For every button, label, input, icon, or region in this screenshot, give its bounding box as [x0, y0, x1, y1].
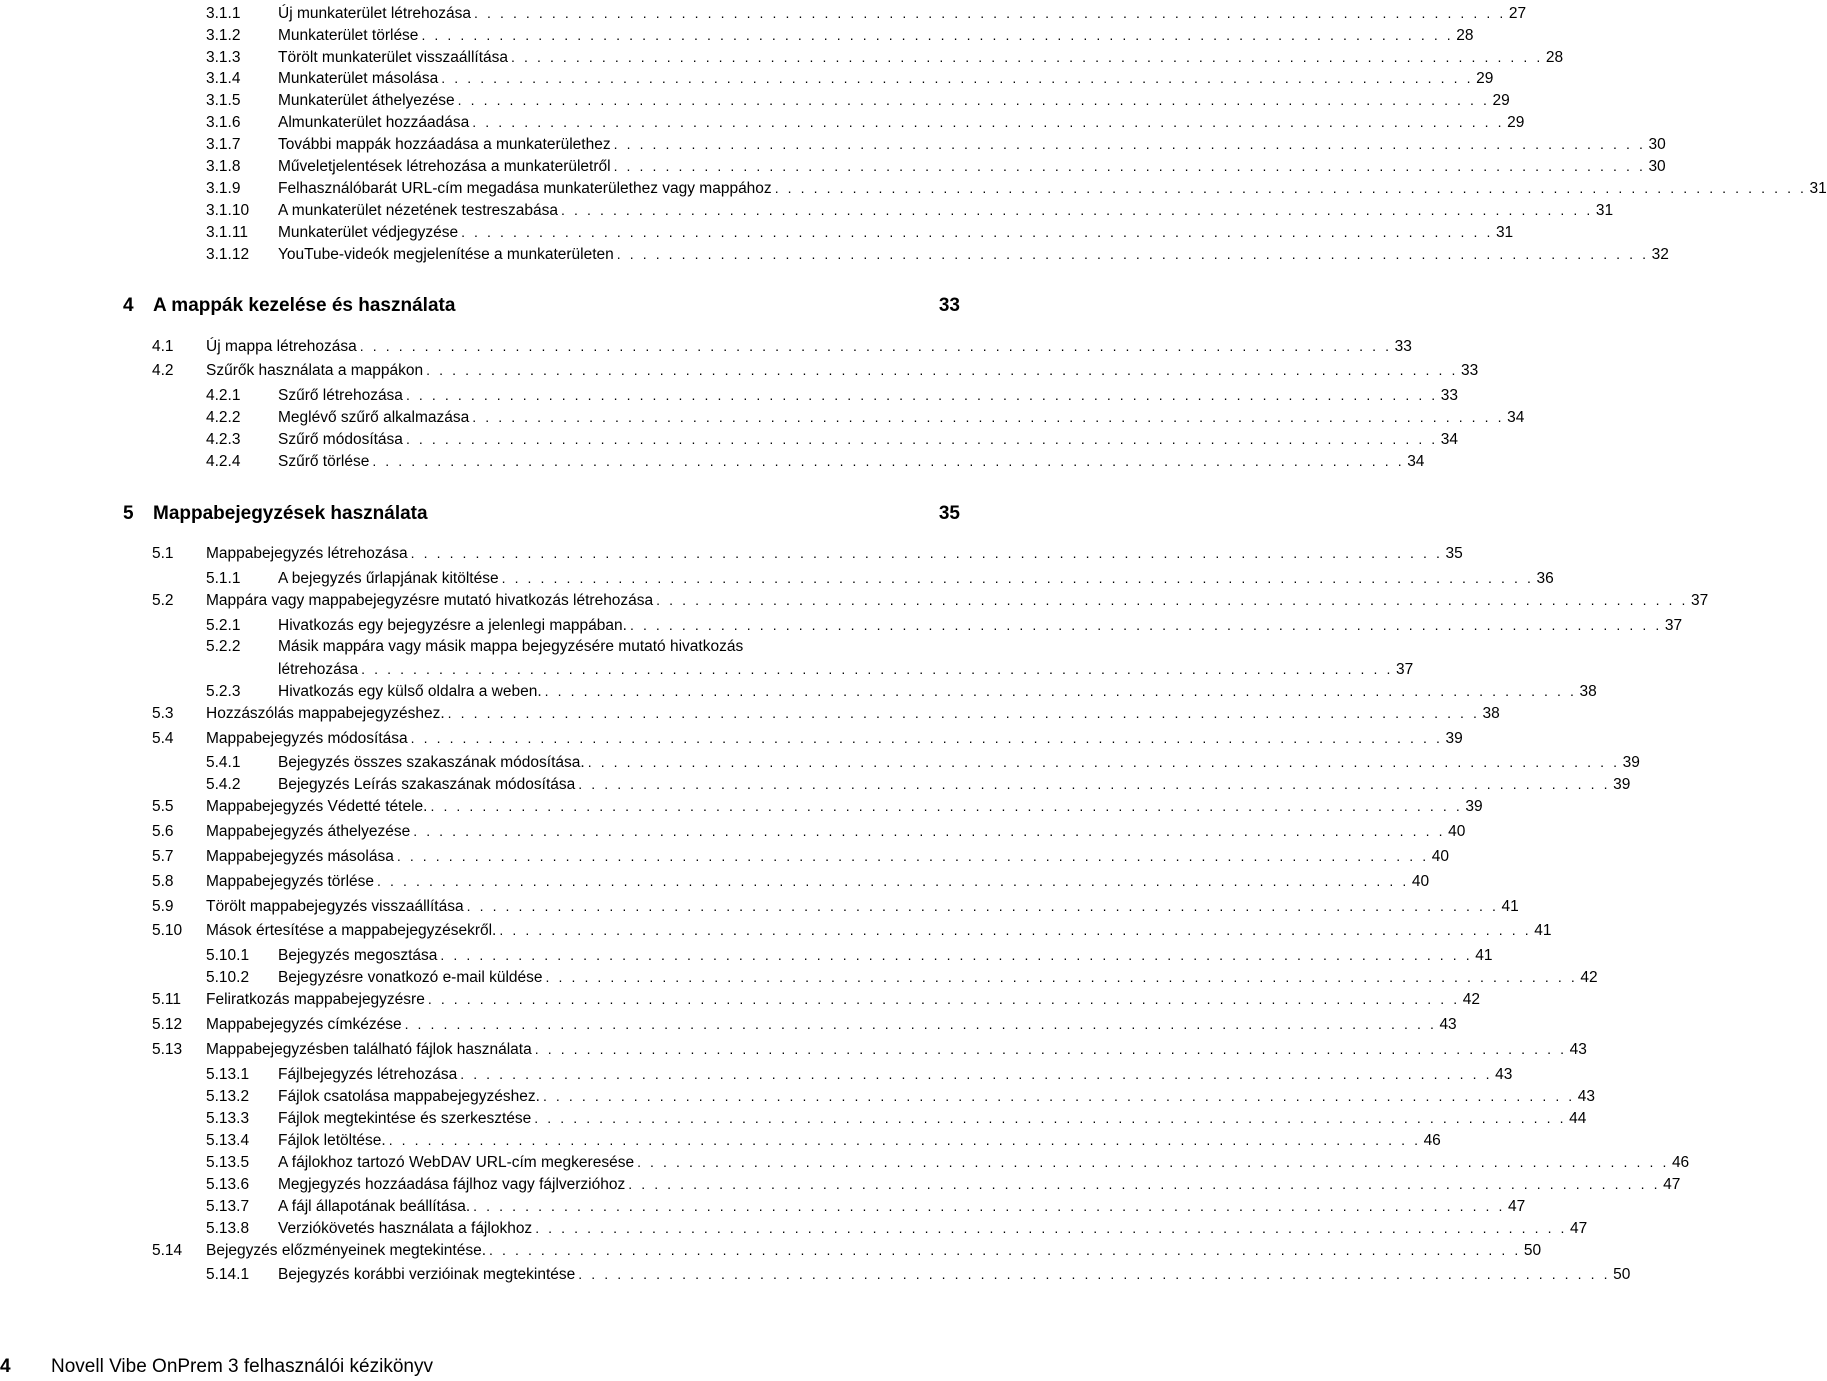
toc-chapter-number: 5	[123, 503, 134, 524]
toc-entry-title: A bejegyzés űrlapjának kitöltése	[278, 570, 499, 587]
toc-entry-number: 3.1.6	[206, 114, 241, 131]
toc-entry[interactable]	[152, 1013, 1457, 1035]
toc-entry-title: Szűrő létrehozása	[278, 387, 403, 404]
toc-entry-page: 31	[1595, 202, 1614, 219]
toc-entry[interactable]	[206, 46, 1564, 68]
toc-entry-title: Törölt munkaterület visszaállítása	[278, 49, 509, 66]
toc-entry[interactable]	[152, 727, 1463, 749]
toc-entry-title: Törölt mappabejegyzés visszaállítása	[206, 898, 464, 915]
toc-dot-leader: . . . . . . . . . . . . . . . . . . . . . . . . . . . . . . . . . . . . . . . . . . . . . . . . . . . . . . . . . . . . . . . . . . . . . . . . . . . . . . . .	[535, 1220, 1568, 1236]
toc-entry-number: 5.10.2	[206, 969, 250, 986]
toc-entry-number: 5.13.1	[206, 1066, 250, 1083]
toc-entry-title: Szűrők használata a mappákon	[206, 362, 424, 379]
toc-entry[interactable]	[152, 589, 1709, 611]
toc-entry-page: 33	[1440, 387, 1459, 404]
toc-entry-number: 5.4.2	[206, 776, 241, 793]
toc-entry-title: Megjegyzés hozzáadása fájlhoz vagy fájlverzióhoz	[278, 1176, 626, 1193]
toc-entry[interactable]	[206, 243, 1669, 265]
toc-dot-leader: . . . . . . . . . . . . . . . . . . . . . . . . . . . . . . . . . . . . . . . . . . . . . . . . . . . . . . . . . . . . . . . . . . . . . . . . . . . . . . . .	[361, 661, 1393, 677]
toc-chapter-title: Mappabejegyzések használata	[153, 503, 428, 524]
toc-entry-number: 5.4	[152, 730, 174, 747]
toc-entry-page: 50	[1613, 1266, 1631, 1283]
toc-entry-number: 4.1	[152, 338, 174, 355]
toc-dot-leader: . . . . . . . . . . . . . . . . . . . . . . . . . . . . . . . . . . . . . . . . . . . . . . . . . . . . . . . . . . . . . . . . . . . . . . . . . . . . . . . .	[545, 969, 1578, 985]
toc-entry-number: 5.9	[152, 898, 174, 915]
toc-entry-page: 37	[1691, 592, 1709, 609]
toc-dot-leader: . . . . . . . . . . . . . . . . . . . . . . . . . . . . . . . . . . . . . . . . . . . . . . . . . . . . . . . . . . . . . . . . . . . . . . . . . . . . . . . .	[404, 1016, 1437, 1032]
toc-entry-title: Mappabejegyzés törlése	[206, 873, 375, 890]
toc-dot-leader: . . . . . . . . . . . . . . . . . . . . . . . . . . . . . . . . . . . . . . . . . . . . . . . . . . . . . . . . . . . . . . . . . . . . . . . . . . . . . . . .	[359, 338, 1392, 354]
toc-entry-number: 5.13.4	[206, 1132, 250, 1149]
toc-dot-leader: . . . . . . . . . . . . . . . . . . . . . . . . . . . . . . . . . . . . . . . . . . . . . . . . . . . . . . . . . . . . . . . . . . . . . . . . . . . . . . . .	[474, 5, 1506, 21]
toc-entry-page: 30	[1648, 136, 1666, 153]
toc-chapter-number: 4	[123, 295, 134, 316]
toc-entry-page: 46	[1423, 1132, 1441, 1149]
toc-entry-page: 29	[1492, 92, 1510, 109]
toc-entry-number: 5.2.1	[206, 617, 241, 634]
toc-entry-page: 31	[1809, 180, 1827, 197]
toc-entry[interactable]	[206, 177, 1827, 199]
toc-entry-page: 39	[1465, 798, 1483, 815]
toc-entry-number: 3.1.12	[206, 246, 250, 263]
toc-entry[interactable]	[206, 155, 1666, 177]
toc-entry-number: 3.1.9	[206, 180, 241, 197]
toc-entry-title: Fájlok letöltése.	[278, 1132, 386, 1149]
toc-entry[interactable]	[206, 1151, 1690, 1173]
toc-dot-leader: . . . . . . . . . . . . . . . . . . . . . . . . . . . . . . . . . . . . . . . . . . . . . . . . . . . . . . . . . . . . . . . . . . . . . . . . . . . . . . . .	[774, 180, 1807, 196]
toc-dot-leader: . . . . . . . . . . . . . . . . . . . . . . . . . . . . . . . . . . . . . . . . . . . . . . . . . . . . . . . . . . . . . . . . . . . . . . . . . . . . . . . .	[377, 873, 1409, 889]
toc-entry-title: Új mappa létrehozása	[206, 338, 357, 355]
toc-entry-title: Felhasználóbarát URL-cím megadása munkaterülethez vagy mappához	[278, 180, 772, 197]
toc-dot-leader: . . . . . . . . . . . . . . . . . . . . . . . . . . . . . . . . . . . . . . . . . . . . . . . . . . . . . . . . . . . . . . . . . . . . . . . . . . . . . . . .	[457, 92, 1490, 108]
toc-entry[interactable]	[206, 1195, 1526, 1217]
toc-entry[interactable]	[206, 1085, 1596, 1107]
toc-entry-number: 5.6	[152, 823, 174, 840]
toc-entry[interactable]	[206, 636, 960, 658]
toc-entry-title: További mappák hozzáadása a munkaterülethez	[278, 136, 611, 153]
toc-entry[interactable]	[152, 919, 1552, 941]
toc-entry-title: Új munkaterület létrehozása	[278, 5, 471, 22]
toc-entry-number: 3.1.2	[206, 27, 241, 44]
toc-entry-number: 3.1.8	[206, 158, 241, 175]
toc-entry-page: 28	[1545, 49, 1564, 66]
toc-entry-number: 3.1.11	[206, 224, 248, 241]
toc-entry[interactable]	[206, 1063, 1513, 1085]
toc-dot-leader: . . . . . . . . . . . . . . . . . . . . . . . . . . . . . . . . . . . . . . . . . . . . . . . . . . . . . . . . . . . . . . . . . . . . . . . . . . . . . . . .	[447, 705, 1480, 721]
toc-entry-number: 5.8	[152, 873, 174, 890]
toc-entry-number: 5.13.8	[206, 1220, 250, 1237]
toc-entry[interactable]	[206, 2, 1527, 24]
toc-entry[interactable]	[152, 870, 1430, 892]
toc-dot-leader: . . . . . . . . . . . . . . . . . . . . . . . . . . . . . . . . . . . . . . . . . . . . . . . . . . . . . . . . . . . . . . . . . . . . . . . . . . . . . . . .	[396, 848, 1429, 864]
toc-entry-page: 31	[1495, 224, 1514, 241]
toc-dot-leader: . . . . . . . . . . . . . . . . . . . . . . . . . . . . . . . . . . . . . . . . . . . . . . . . . . . . . . . . . . . . . . . . . . . . . . . . . . . . . . . .	[441, 70, 1474, 86]
toc-entry-number: 5.4.1	[206, 754, 241, 771]
toc-dot-leader: . . . . . . . . . . . . . . . . . . . . . . . . . . . . . . . . . . . . . . . . . . . . . . . . . . . . . . . . . . . . . . . . . . . . . . . . . . . . . . . .	[587, 754, 1620, 770]
toc-entry-number: 5.14	[152, 1242, 183, 1259]
toc-dot-leader: . . . . . . . . . . . . . . . . . . . . . . . . . . . . . . . . . . . . . . . . . . . . . . . . . . . . . . . . . . . . . . . . . . . . . . . . . . . . . . . .	[637, 1154, 1669, 1170]
toc-entry[interactable]	[206, 406, 1525, 428]
toc-entry-page: 37	[1396, 661, 1414, 678]
toc-entry[interactable]	[206, 384, 1459, 406]
toc-entry-number: 5.2	[152, 592, 174, 609]
toc-entry-title: Bejegyzés előzményeinek megtekintése.	[206, 1242, 487, 1259]
toc-entry[interactable]	[206, 67, 1494, 89]
toc-entry-page: 35	[1445, 545, 1463, 562]
toc-dot-leader: . . . . . . . . . . . . . . . . . . . . . . . . . . . . . . . . . . . . . . . . . . . . . . . . . . . . . . . . . . . . . . . . . . . . . . . . . . . . . . . .	[511, 49, 1543, 65]
toc-dot-leader: . . . . . . . . . . . . . . . . . . . . . . . . . . . . . . . . . . . . . . . . . . . . . . . . . . . . . . . . . . . . . . . . . . . . . . . . . . . . . . . .	[499, 922, 1532, 938]
toc-entry-title: Mappabejegyzés létrehozása	[206, 545, 408, 562]
toc-dot-leader: . . . . . . . . . . . . . . . . . . . . . . . . . . . . . . . . . . . . . . . . . . . . . . . . . . . . . . . . . . . . . . . . . . . . . . . . . . . . . . . .	[656, 592, 1689, 608]
toc-entry-page: 41	[1534, 922, 1552, 939]
toc-entry-page: 43	[1577, 1088, 1596, 1105]
toc-dot-leader: . . . . . . . . . . . . . . . . . . . . . . . . . . . . . . . . . . . . . . . . . . . . . . . . . . . . . . . . . . . . . . . . . . . . . . . . . . . . . . . .	[388, 1132, 1421, 1148]
toc-dot-leader: . . . . . . . . . . . . . . . . . . . . . . . . . . . . . . . . . . . . . . . . . . . . . . . . . . . . . . . . . . . . . . . . . . . . . . . . . . . . . . . .	[616, 246, 1649, 262]
toc-dot-leader: . . . . . . . . . . . . . . . . . . . . . . . . . . . . . . . . . . . . . . . . . . . . . . . . . . . . . . . . . . . . . . . . . . . . . . . . . . . . . . . .	[440, 947, 1473, 963]
toc-entry[interactable]	[206, 450, 1425, 472]
toc-entry[interactable]	[206, 89, 1510, 111]
toc-entry[interactable]	[152, 359, 1479, 381]
toc-entry-title: Fájlok megtekintése és szerkesztése	[278, 1110, 532, 1127]
toc-entry-page: 43	[1495, 1066, 1513, 1083]
toc-entry-page: 40	[1448, 823, 1466, 840]
toc-dot-leader: . . . . . . . . . . . . . . . . . . . . . . . . . . . . . . . . . . . . . . . . . . . . . . . . . . . . . . . . . . . . . . . . . . . . . . . . . . . . . . . .	[629, 617, 1662, 633]
toc-entry[interactable]	[206, 614, 1683, 636]
toc-entry-number: 5.14.1	[206, 1266, 250, 1283]
toc-entry-page: 40	[1411, 873, 1430, 890]
footer-page-number: 4	[0, 1356, 11, 1377]
toc-entry[interactable]	[206, 428, 1459, 450]
toc-entry[interactable]	[152, 1239, 1542, 1261]
toc-entry-number: 3.1.5	[206, 92, 241, 109]
toc-entry-page: 43	[1439, 1016, 1457, 1033]
toc-dot-leader: . . . . . . . . . . . . . . . . . . . . . . . . . . . . . . . . . . . . . . . . . . . . . . . . . . . . . . . . . . . . . . . . . . . . . . . . . . . . . . . .	[489, 1242, 1521, 1258]
toc-entry[interactable]	[152, 542, 1463, 564]
toc-entry-title: Munkaterület törlése	[278, 27, 419, 44]
toc-entry[interactable]	[206, 111, 1525, 133]
toc-entry-page: 36	[1536, 570, 1554, 587]
toc-entry-title: Mások értesítése a mappabejegyzésekről.	[206, 922, 497, 939]
toc-entry-title: Bejegyzés megosztása	[278, 947, 438, 964]
toc-entry-number: 5.2.2	[206, 638, 241, 655]
toc-dot-leader: . . . . . . . . . . . . . . . . . . . . . . . . . . . . . . . . . . . . . . . . . . . . . . . . . . . . . . . . . . . . . . . . . . . . . . . . . . . . . . . .	[613, 158, 1646, 174]
toc-entry[interactable]	[152, 820, 1466, 842]
toc-entry[interactable]	[206, 221, 1514, 243]
toc-entry-title: Verziókövetés használata a fájlokhoz	[278, 1220, 533, 1237]
toc-entry-title: Hozzászólás mappabejegyzéshez.	[206, 705, 445, 722]
toc-entry-number: 5.10	[152, 922, 183, 939]
toc-entry-number: 5.7	[152, 848, 174, 865]
toc-entry-page: 28	[1456, 27, 1474, 44]
toc-entry-title: Munkaterület áthelyezése	[278, 92, 455, 109]
toc-entry-title: Fájlbejegyzés létrehozása	[278, 1066, 458, 1083]
toc-chapter-page: 33	[938, 295, 960, 316]
toc-entry[interactable]	[152, 845, 1449, 867]
toc-entry-number: 5.13.7	[206, 1198, 250, 1215]
toc-entry-page: 42	[1580, 969, 1598, 986]
toc-entry[interactable]	[152, 988, 1480, 1010]
toc-entry-number: 3.1.1	[206, 5, 241, 22]
toc-entry-page: 39	[1613, 776, 1631, 793]
toc-entry[interactable]	[206, 1263, 1631, 1285]
toc-dot-leader: . . . . . . . . . . . . . . . . . . . . . . . . . . . . . . . . . . . . . . . . . . . . . . . . . . . . . . . . . . . . . . . . . . . . . . . . . . . . . . . .	[542, 1088, 1575, 1104]
toc-entry[interactable]	[206, 1217, 1588, 1239]
toc-entry-page: 50	[1523, 1242, 1542, 1259]
toc-dot-leader: . . . . . . . . . . . . . . . . . . . . . . . . . . . . . . . . . . . . . . . . . . . . . . . . . . . . . . . . . . . . . . . . . . . . . . . . . . . . . . . .	[473, 1198, 1506, 1214]
toc-entry-number: 5.11	[152, 991, 182, 1008]
toc-entry-title: Mappára vagy mappabejegyzésre mutató hivatkozás létrehozása	[206, 592, 654, 609]
toc-dot-leader: . . . . . . . . . . . . . . . . . . . . . . . . . . . . . . . . . . . . . . . . . . . . . . . . . . . . . . . . . . . . . . . . . . . . . . . . . . . . . . . .	[544, 683, 1577, 699]
toc-entry-number: 5.13	[152, 1041, 183, 1058]
toc-entry-number: 5.13.5	[206, 1154, 250, 1171]
toc-entry-number: 4.2.3	[206, 431, 241, 448]
toc-dot-leader: . . . . . . . . . . . . . . . . . . . . . . . . . . . . . . . . . . . . . . . . . . . . . . . . . . . . . . . . . . . . . . . . . . . . . . . . . . . . . . . .	[413, 823, 1446, 839]
toc-entry[interactable]	[206, 199, 1614, 221]
toc-entry-page: 32	[1651, 246, 1669, 263]
toc-entry-number: 5.13.3	[206, 1110, 250, 1127]
toc-entry[interactable]	[206, 1107, 1587, 1129]
toc-entry-number: 5.3	[152, 705, 174, 722]
toc-entry-title: Mappabejegyzésben található fájlok használata	[206, 1041, 532, 1058]
toc-entry[interactable]	[152, 335, 1412, 357]
toc-entry[interactable]	[206, 680, 1597, 702]
toc-entry-title: Almunkaterület hozzáadása	[278, 114, 470, 131]
toc-entry-title: Feliratkozás mappabejegyzésre	[206, 991, 425, 1008]
toc-entry-page: 29	[1476, 70, 1494, 87]
toc-entry-title: Mappabejegyzés címkézése	[206, 1016, 402, 1033]
toc-entry-title: Hivatkozás egy bejegyzésre a jelenlegi mappában.	[278, 617, 627, 634]
toc-entry[interactable]	[206, 1173, 1681, 1195]
toc-entry-page: 34	[1407, 453, 1425, 470]
toc-entry-title: Bejegyzés összes szakaszának módosítása.	[278, 754, 585, 771]
toc-entry-page: 44	[1569, 1110, 1587, 1127]
toc-entry-page: 27	[1508, 5, 1527, 22]
toc-dot-leader: . . . . . . . . . . . . . . . . . . . . . . . . . . . . . . . . . . . . . . . . . . . . . . . . . . . . . . . . . . . . . . . . . . . . . . . . . . . . . . . .	[472, 409, 1505, 425]
toc-entry[interactable]	[206, 966, 1598, 988]
toc-chapter-page: 35	[938, 503, 960, 524]
toc-entry-title: Bejegyzésre vonatkozó e-mail küldése	[278, 969, 543, 986]
toc-entry-page: 33	[1394, 338, 1412, 355]
toc-dot-leader: . . . . . . . . . . . . . . . . . . . . . . . . . . . . . . . . . . . . . . . . . . . . . . . . . . . . . . . . . . . . . . . . . . . . . . . . . . . . . . . .	[472, 114, 1505, 130]
toc-entry-number: 4.2.4	[206, 453, 241, 470]
toc-entry-page: 33	[1461, 362, 1479, 379]
toc-entry[interactable]	[152, 1038, 1587, 1060]
toc-chapter-title: A mappák kezelése és használata	[153, 295, 456, 316]
toc-entry[interactable]	[206, 1129, 1441, 1151]
toc-entry-title: Bejegyzés korábbi verzióinak megtekintése	[278, 1266, 576, 1283]
toc-entry-title-continuation: létrehozása	[278, 661, 359, 678]
toc-dot-leader: . . . . . . . . . . . . . . . . . . . . . . . . . . . . . . . . . . . . . . . . . . . . . . . . . . . . . . . . . . . . . . . . . . . . . . . . . . . . . . . .	[430, 798, 1463, 814]
toc-entry-number: 3.1.10	[206, 202, 250, 219]
toc-entry-number: 5.2.3	[206, 683, 241, 700]
toc-entry-title: Szűrő módosítása	[278, 431, 403, 448]
toc-entry-page: 47	[1570, 1220, 1588, 1237]
toc-entry-title: A munkaterület nézetének testreszabása	[278, 202, 559, 219]
toc-entry-number: 5.13.2	[206, 1088, 250, 1105]
toc-entry[interactable]	[152, 702, 1500, 724]
toc-entry-page: 41	[1475, 947, 1493, 964]
toc-entry-title: Szűrő törlése	[278, 453, 370, 470]
toc-entry-page: 34	[1440, 431, 1459, 448]
toc-entry-title: Hivatkozás egy külső oldalra a weben.	[278, 683, 542, 700]
toc-entry-title: A fájl állapotának beállítása.	[278, 1198, 471, 1215]
toc-entry-title: Mappabejegyzés Védetté tétele.	[206, 798, 428, 815]
toc-entry-number: 5.5	[152, 798, 174, 815]
toc-dot-leader: . . . . . . . . . . . . . . . . . . . . . . . . . . . . . . . . . . . . . . . . . . . . . . . . . . . . . . . . . . . . . . . . . . . . . . . . . . . . . . . .	[410, 730, 1443, 746]
toc-entry-page: 29	[1507, 114, 1525, 131]
toc-entry-title: YouTube-videók megjelenítése a munkaterületen	[278, 246, 614, 263]
toc-dot-leader: . . . . . . . . . . . . . . . . . . . . . . . . . . . . . . . . . . . . . . . . . . . . . . . . . . . . . . . . . . . . . . . . . . . . . . . . . . . . . . . .	[578, 776, 1611, 792]
toc-dot-leader: . . . . . . . . . . . . . . . . . . . . . . . . . . . . . . . . . . . . . . . . . . . . . . . . . . . . . . . . . . . . . . . . . . . . . . . . . . . . . . . .	[405, 387, 1438, 403]
toc-chapter-heading[interactable]	[123, 500, 960, 528]
toc-entry-title: Munkaterület védjegyzése	[278, 224, 459, 241]
toc-entry-title: Másik mappára vagy másik mappa bejegyzésére mutató hivatkozás	[278, 638, 744, 655]
toc-dot-leader: . . . . . . . . . . . . . . . . . . . . . . . . . . . . . . . . . . . . . . . . . . . . . . . . . . . . . . . . . . . . . . . . . . . . . . . . . . . . . . . .	[405, 431, 1438, 447]
toc-entry-continuation[interactable]	[278, 658, 1414, 680]
toc-dot-leader: . . . . . . . . . . . . . . . . . . . . . . . . . . . . . . . . . . . . . . . . . . . . . . . . . . . . . . . . . . . . . . . . . . . . . . . . . . . . . . . .	[410, 545, 1443, 561]
toc-entry-title: A fájlokhoz tartozó WebDAV URL-cím megkeresése	[278, 1154, 635, 1171]
toc-entry-number: 3.1.7	[206, 136, 241, 153]
toc-entry-number: 5.10.1	[206, 947, 250, 964]
toc-dot-leader: . . . . . . . . . . . . . . . . . . . . . . . . . . . . . . . . . . . . . . . . . . . . . . . . . . . . . . . . . . . . . . . . . . . . . . . . . . . . . . . .	[534, 1041, 1567, 1057]
toc-dot-leader: . . . . . . . . . . . . . . . . . . . . . . . . . . . . . . . . . . . . . . . . . . . . . . . . . . . . . . . . . . . . . . . . . . . . . . . . . . . . . . . .	[460, 1066, 1493, 1082]
toc-entry[interactable]	[206, 567, 1554, 589]
toc-entry-number: 4.2.1	[206, 387, 241, 404]
toc-entry[interactable]	[206, 944, 1493, 966]
toc-entry-page: 40	[1431, 848, 1449, 865]
toc-entry-page: 42	[1462, 991, 1480, 1008]
toc-entry-title: Bejegyzés Leírás szakaszának módosítása	[278, 776, 576, 793]
toc-entry[interactable]	[206, 24, 1474, 46]
toc-entry-number: 4.2	[152, 362, 174, 379]
toc-entry-page: 46	[1671, 1154, 1690, 1171]
toc-entry-page: 41	[1501, 898, 1519, 915]
toc-entry-number: 4.2.2	[206, 409, 241, 426]
toc-chapter-heading[interactable]	[123, 292, 960, 320]
toc-dot-leader: . . . . . . . . . . . . . . . . . . . . . . . . . . . . . . . . . . . . . . . . . . . . . . . . . . . . . . . . . . . . . . . . . . . . . . . . . . . . . . . .	[534, 1110, 1567, 1126]
toc-entry-number: 3.1.3	[206, 49, 241, 66]
toc-dot-leader: . . . . . . . . . . . . . . . . . . . . . . . . . . . . . . . . . . . . . . . . . . . . . . . . . . . . . . . . . . . . . . . . . . . . . . . . . . . . . . . .	[427, 991, 1460, 1007]
toc-entry-number: 5.13.6	[206, 1176, 250, 1193]
toc-dot-leader: . . . . . . . . . . . . . . . . . . . . . . . . . . . . . . . . . . . . . . . . . . . . . . . . . . . . . . . . . . . . . . . . . . . . . . . . . . . . . . . .	[561, 202, 1593, 218]
toc-entry-title: Mappabejegyzés másolása	[206, 848, 394, 865]
toc-entry[interactable]	[206, 773, 1631, 795]
toc-dot-leader: . . . . . . . . . . . . . . . . . . . . . . . . . . . . . . . . . . . . . . . . . . . . . . . . . . . . . . . . . . . . . . . . . . . . . . . . . . . . . . . .	[501, 570, 1534, 586]
toc-entry-page: 39	[1622, 754, 1640, 771]
toc-dot-leader: . . . . . . . . . . . . . . . . . . . . . . . . . . . . . . . . . . . . . . . . . . . . . . . . . . . . . . . . . . . . . . . . . . . . . . . . . . . . . . . .	[421, 27, 1454, 43]
toc-entry-page: 34	[1507, 409, 1525, 426]
toc-entry-title: Mappabejegyzés módosítása	[206, 730, 408, 747]
toc-entry-page: 43	[1569, 1041, 1587, 1058]
toc-entry-page: 38	[1579, 683, 1597, 700]
toc-entry-title: Meglévő szűrő alkalmazása	[278, 409, 470, 426]
toc-entry-title: Fájlok csatolása mappabejegyzéshez.	[278, 1088, 540, 1105]
toc-entry-number: 3.1.4	[206, 70, 241, 87]
toc-entry-page: 30	[1648, 158, 1666, 175]
toc-dot-leader: . . . . . . . . . . . . . . . . . . . . . . . . . . . . . . . . . . . . . . . . . . . . . . . . . . . . . . . . . . . . . . . . . . . . . . . . . . . . . . . .	[578, 1266, 1611, 1282]
toc-dot-leader: . . . . . . . . . . . . . . . . . . . . . . . . . . . . . . . . . . . . . . . . . . . . . . . . . . . . . . . . . . . . . . . . . . . . . . . . . . . . . . . .	[426, 362, 1458, 378]
toc-entry-number: 5.1	[152, 545, 174, 562]
toc-entry-title: Munkaterület másolása	[278, 70, 439, 87]
toc-entry-title: Mappabejegyzés áthelyezése	[206, 823, 411, 840]
toc-dot-leader: . . . . . . . . . . . . . . . . . . . . . . . . . . . . . . . . . . . . . . . . . . . . . . . . . . . . . . . . . . . . . . . . . . . . . . . . . . . . . . . .	[372, 453, 1405, 469]
toc-entry-page: 47	[1508, 1198, 1526, 1215]
footer-book-title: Novell Vibe OnPrem 3 felhasználói kézikönyv	[51, 1356, 433, 1377]
toc-dot-leader: . . . . . . . . . . . . . . . . . . . . . . . . . . . . . . . . . . . . . . . . . . . . . . . . . . . . . . . . . . . . . . . . . . . . . . . . . . . . . . . .	[613, 136, 1646, 152]
toc-dot-leader: . . . . . . . . . . . . . . . . . . . . . . . . . . . . . . . . . . . . . . . . . . . . . . . . . . . . . . . . . . . . . . . . . . . . . . . . . . . . . . . .	[466, 898, 1499, 914]
toc-dot-leader: . . . . . . . . . . . . . . . . . . . . . . . . . . . . . . . . . . . . . . . . . . . . . . . . . . . . . . . . . . . . . . . . . . . . . . . . . . . . . . . .	[461, 224, 1493, 240]
toc-entry[interactable]	[206, 751, 1640, 773]
toc-entry-page: 47	[1663, 1176, 1681, 1193]
toc-entry[interactable]	[206, 133, 1666, 155]
toc-entry-page: 38	[1482, 705, 1500, 722]
toc-entry-title: Műveletjelentések létrehozása a munkaterületről	[278, 158, 611, 175]
toc-dot-leader: . . . . . . . . . . . . . . . . . . . . . . . . . . . . . . . . . . . . . . . . . . . . . . . . . . . . . . . . . . . . . . . . . . . . . . . . . . . . . . . .	[628, 1176, 1661, 1192]
toc-entry-number: 5.12	[152, 1016, 183, 1033]
toc-entry-number: 5.1.1	[206, 570, 241, 587]
toc-entry-page: 39	[1445, 730, 1463, 747]
toc-entry[interactable]	[152, 895, 1519, 917]
toc-entry[interactable]	[152, 795, 1483, 817]
toc-entry-page: 37	[1664, 617, 1683, 634]
